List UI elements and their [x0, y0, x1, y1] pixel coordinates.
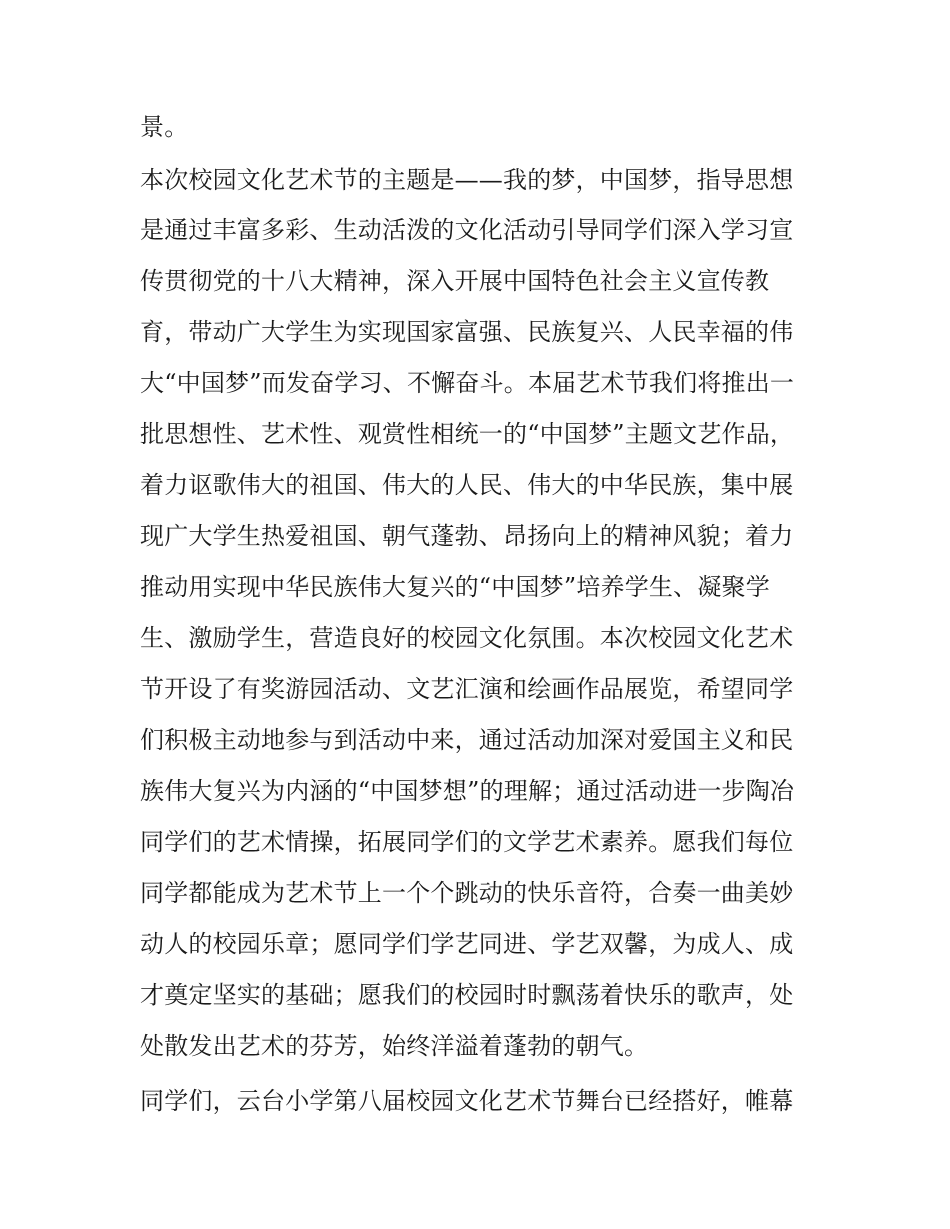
text-line: 处散发出艺术的芬芳，始终洋溢着蓬勃的朝气。	[140, 1032, 649, 1060]
text-line: 是通过丰富多彩、生动活泼的文化活动引导同学们深入学习宣	[140, 216, 794, 244]
text-line: 批思想性、艺术性、观赏性相统一的“中国梦”主题文艺作品，	[140, 420, 795, 448]
text-line: 育，带动广大学生为实现国家富强、民族复兴、人民幸福的伟	[140, 318, 794, 346]
text-line: 景。	[140, 113, 189, 141]
text-line: 本次校园文化艺术节的主题是——我的梦，中国梦，指导思想	[140, 166, 794, 194]
text-line: 同学们的艺术情操，拓展同学们的文学艺术素养。愿我们每位	[140, 828, 794, 856]
text-line: 大“中国梦”而发奋学习、不懈奋斗。本届艺术节我们将推出一	[140, 369, 795, 397]
text-line: 同学都能成为艺术节上一个个跳动的快乐音符，合奏一曲美妙	[140, 879, 794, 907]
text-line: 才奠定坚实的基础；愿我们的校园时时飘荡着快乐的歌声，处	[140, 981, 794, 1009]
text-line: 现广大学生热爱祖国、朝气蓬勃、昂扬向上的精神风貌；着力	[140, 522, 794, 550]
text-line: 节开设了有奖游园活动、文艺汇演和绘画作品展览，希望同学	[140, 675, 794, 703]
text-line: 传贯彻党的十八大精神，深入开展中国特色社会主义宣传教	[140, 267, 770, 295]
text-line: 动人的校园乐章；愿同学们学艺同进、学艺双馨，为成人、成	[140, 930, 794, 958]
text-line: 同学们，云台小学第八届校园文化艺术节舞台已经搭好，帷幕	[140, 1087, 794, 1115]
text-line: 族伟大复兴为内涵的“中国梦想”的理解；通过活动进一步陶冶	[140, 777, 795, 805]
text-line: 推动用实现中华民族伟大复兴的“中国梦”培养学生、凝聚学	[140, 573, 770, 601]
text-line: 着力讴歌伟大的祖国、伟大的人民、伟大的中华民族，集中展	[140, 471, 794, 499]
text-line: 们积极主动地参与到活动中来，通过活动加深对爱国主义和民	[140, 726, 794, 754]
text-line: 生、激励学生，营造良好的校园文化氛围。本次校园文化艺术	[140, 624, 794, 652]
